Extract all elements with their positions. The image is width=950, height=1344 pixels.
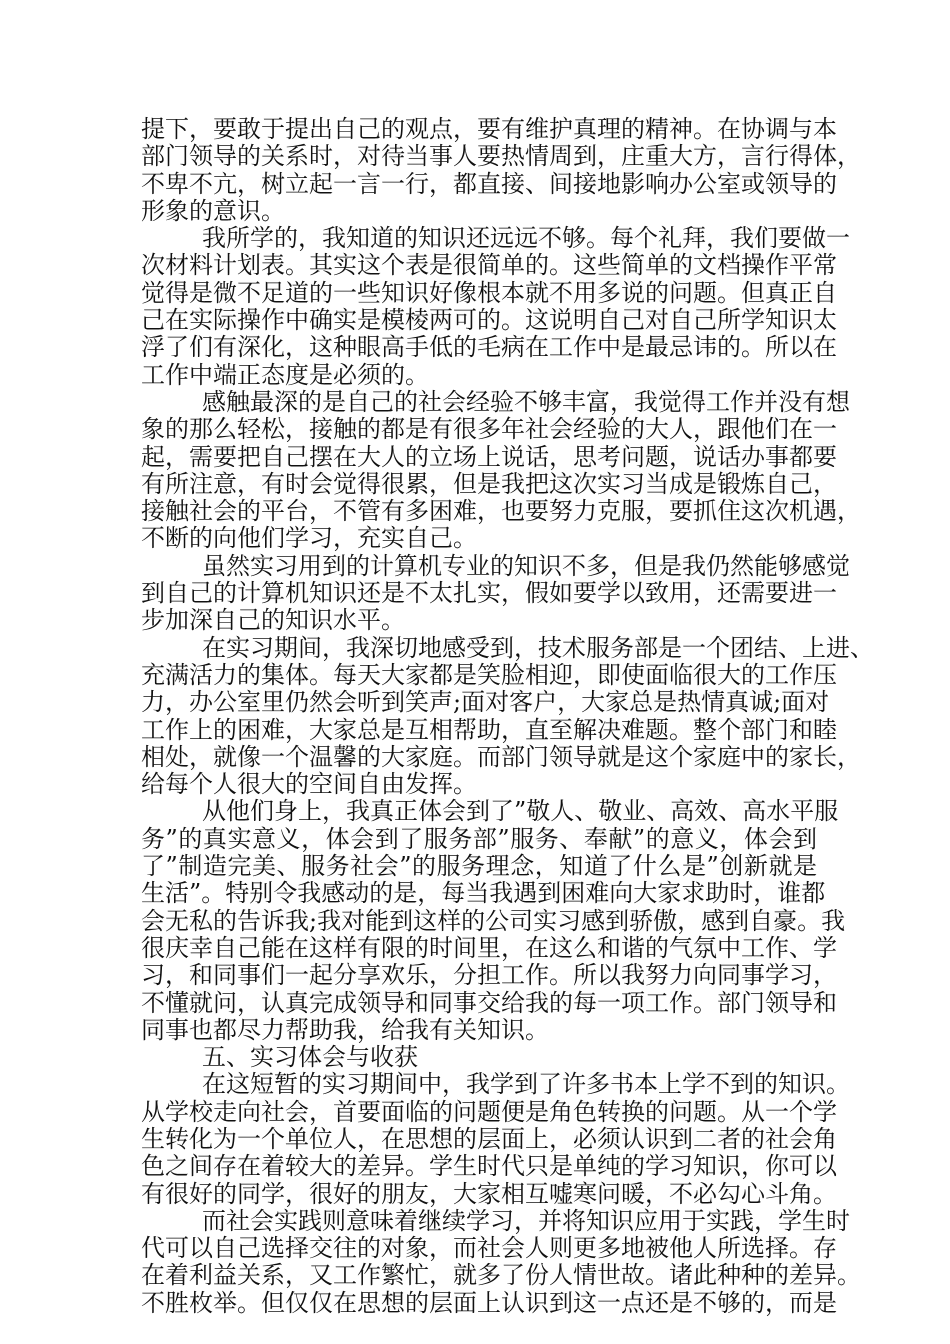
document-body [141, 115, 874, 1317]
text-line: 习，和同事们一起分享欢乐，分担工作。所以我努力向同事学习， [141, 961, 837, 990]
text-line: 同事也都尽力帮助我，给我有关知识。 [141, 1015, 549, 1044]
paragraph [141, 551, 850, 635]
text-line: 我所学的，我知道的知识还远远不够。每个礼拜，我们要做一 [202, 224, 850, 253]
paragraph [141, 1206, 861, 1317]
text-line: 有所注意，有时会觉得很累，但是我把这次实习当成是锻炼自己， [141, 469, 837, 498]
paragraph [141, 387, 861, 553]
text-line: 生活”。特别令我感动的是，每当我遇到困难向大家求助时，谁都 [141, 879, 826, 908]
text-line: 工作中端正态度是必须的。 [141, 360, 429, 389]
text-line: 相处，就像一个温馨的大家庭。而部门领导就是这个家庭中的家长， [141, 742, 861, 771]
paragraph [141, 115, 861, 225]
text-line: 在这短暂的实习期间中，我学到了许多书本上学不到的知识。 [202, 1070, 850, 1099]
text-line: 到自己的计算机知识还是不太扎实，假如要学以致用，还需要进一 [141, 579, 837, 608]
paragraph [141, 1070, 850, 1208]
text-line: 色之间存在着较大的差异。学生时代只是单纯的学习知识，你可以 [141, 1152, 837, 1181]
text-line: 而社会实践则意味着继续学习，并将知识应用于实践，学生时 [202, 1206, 850, 1235]
text-line: 感触最深的是自己的社会经验不够丰富，我觉得工作并没有想 [202, 387, 850, 416]
text-line: 部门领导的关系时，对待当事人要热情周到，庄重大方，言行得体， [141, 142, 861, 171]
paragraph [141, 224, 850, 389]
text-line: 提下，要敢于提出自己的观点，要有维护真理的精神。在协调与本 [141, 115, 837, 143]
text-line: 务”的真实意义，体会到了服务部”服务、奉献”的意义，体会到 [141, 824, 817, 853]
text-line: 象的那么轻松，接触的都是有很多年社会经验的大人，跟他们在一 [141, 415, 837, 444]
section-heading-text: 五、实习体会与收获 [202, 1043, 418, 1072]
text-line: 起，需要把自己摆在大人的立场上说话，思考问题，说话办事都要 [141, 442, 837, 471]
text-line: 从学校走向社会，首要面临的问题便是角色转换的问题。从一个学 [141, 1097, 837, 1126]
text-line: 生转化为一个单位人，在思想的层面上，必须认识到二者的社会角 [141, 1124, 837, 1153]
text-line: 步加深自己的知识水平。 [141, 606, 405, 635]
section-heading [141, 1044, 817, 1071]
text-line: 了”制造完美、服务社会”的服务理念，知道了什么是”创新就是 [141, 852, 817, 881]
text-line: 代可以自己选择交往的对象，而社会人则更多地被他人所选择。存 [141, 1234, 837, 1263]
text-line: 会无私的告诉我;我对能到这样的公司实习感到骄傲，感到自豪。我 [141, 906, 846, 935]
text-line: 有很好的同学，很好的朋友，大家相互嘘寒问暖，不必勾心斗角。 [141, 1179, 837, 1208]
text-line: 形象的意识。 [141, 196, 285, 225]
text-line: 不卑不亢，树立起一言一行，都直接、间接地影响办公室或领导的 [141, 169, 837, 198]
text-line: 不懂就问，认真完成领导和同事交给我的每一项工作。部门领导和 [141, 988, 837, 1017]
text-line: 己在实际操作中确实是模棱两可的。这说明自己对自己所学知识太 [141, 306, 837, 335]
text-line: 很庆幸自己能在这样有限的时间里，在这么和谐的气氛中工作、学 [141, 933, 837, 962]
text-line: 给每个人很大的空间自由发挥。 [141, 770, 477, 799]
text-line: 从他们身上，我真正体会到了”敬人、敬业、高效、高水平服 [202, 797, 839, 826]
text-line: 不胜枚举。但仅仅在思想的层面上认识到这一点还是不够的，而是 [141, 1288, 837, 1317]
text-line: 充满活力的集体。每天大家都是笑脸相迎，即使面临很大的工作压 [141, 660, 837, 689]
text-line: 力，办公室里仍然会听到笑声;面对客户，大家总是热情真诚;面对 [141, 688, 830, 717]
text-line: 觉得是微不足道的一些知识好像根本就不用多说的问题。但真正自 [141, 278, 837, 307]
paragraph [141, 633, 874, 799]
text-line: 接触社会的平台，不管有多困难，也要努力克服，要抓住这次机遇， [141, 497, 861, 526]
paragraph [141, 797, 846, 1044]
text-line: 次材料计划表。其实这个表是很简单的。这些简单的文档操作平常 [141, 251, 837, 280]
text-line: 在实习期间，我深切地感受到，技术服务部是一个团结、上进、 [202, 633, 874, 662]
text-line: 在着利益关系，又工作繁忙，就多了份人情世故。诸此种种的差异。 [141, 1261, 861, 1290]
text-line: 不断的向他们学习，充实自己。 [141, 524, 477, 553]
text-line: 工作上的困难，大家总是互相帮助，直至解决难题。整个部门和睦 [141, 715, 837, 744]
text-line: 虽然实习用到的计算机专业的知识不多，但是我仍然能够感觉 [202, 551, 850, 580]
text-line: 浮了们有深化，这种眼高手低的毛病在工作中是最忌讳的。所以在 [141, 333, 837, 362]
